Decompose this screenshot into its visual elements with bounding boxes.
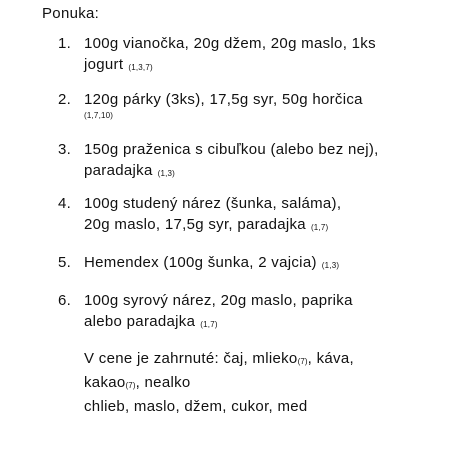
menu-item-number: 1. xyxy=(58,35,72,52)
allergen-codes: (1,7) xyxy=(200,320,218,329)
menu-item-line: 100g vianočka, 20g džem, 20g maslo, 1ks xyxy=(84,35,376,52)
allergen-codes: (7) xyxy=(125,381,136,390)
menu-item-line: 120g párky (3ks), 17,5g syr, 50g horčica xyxy=(84,91,363,108)
menu-item-number: 4. xyxy=(58,195,72,212)
included-intro: V cene je zahrnuté: čaj, mlieko xyxy=(84,350,298,367)
included-cocoa: kakao xyxy=(84,374,126,391)
menu-item-line: Hemendex (100g šunka, 2 vajcia) xyxy=(84,254,317,271)
allergen-codes: (1,3) xyxy=(321,261,340,270)
included-items xyxy=(84,348,424,417)
included-soft-drink: , nealko xyxy=(135,374,191,391)
menu-item-line: 100g syrový nárez, 20g maslo, paprika xyxy=(84,292,353,309)
included-coffee: , káva, xyxy=(307,350,354,367)
menu-item-line: 150g praženica s cibuľkou (alebo bez nej), xyxy=(84,141,379,158)
menu-heading: Ponuka: xyxy=(42,5,100,22)
menu-item-line: 100g studený nárez (šunka, saláma), xyxy=(84,195,342,212)
included-extras: chlieb, maslo, džem, cukor, med xyxy=(84,398,308,415)
menu-item-number: 3. xyxy=(58,141,72,158)
allergen-codes: (1,7) xyxy=(310,223,329,232)
menu-item-number: 5. xyxy=(58,254,72,271)
menu-item-line: alebo paradajka xyxy=(84,313,196,330)
allergen-codes: (1,3,7) xyxy=(128,63,153,72)
menu-item-number: 2. xyxy=(58,91,72,108)
menu-item-line: 20g maslo, 17,5g syr, paradajka xyxy=(84,216,306,233)
allergen-codes: (1,3) xyxy=(157,169,176,178)
allergen-codes: (7) xyxy=(297,357,308,366)
menu-item-line: paradajka xyxy=(84,162,153,179)
menu-item-line: jogurt xyxy=(84,56,124,73)
allergen-codes: (1,7,10) xyxy=(84,111,114,120)
menu-item-number: 6. xyxy=(58,292,72,309)
